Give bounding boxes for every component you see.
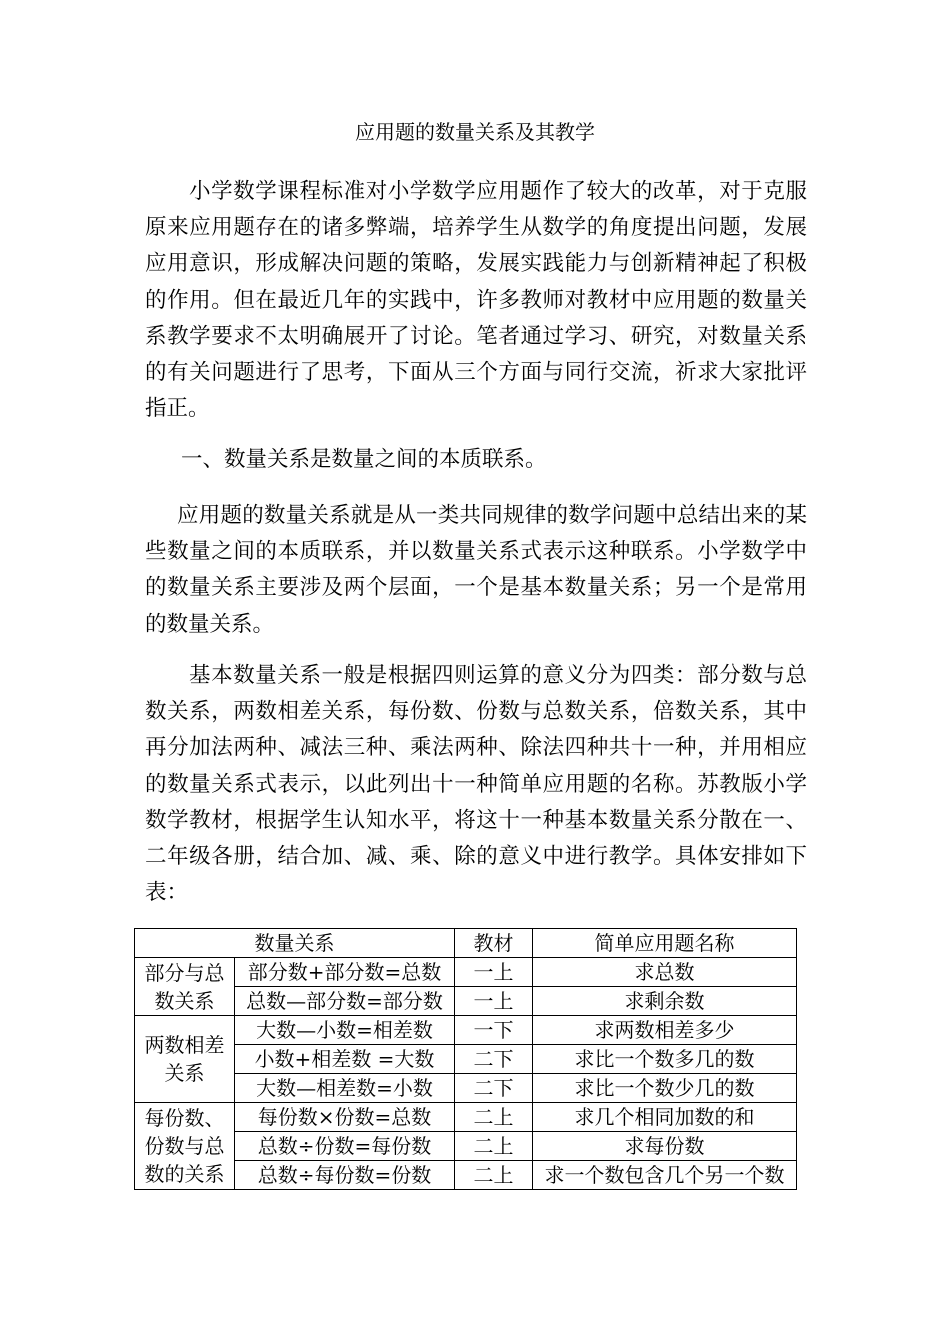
table-row [135,1016,797,1045]
table-row [135,987,797,1016]
problem-name-cell: 求比一个数少几的数 [533,1074,797,1103]
table-row [135,958,797,987]
section-1-paragraph-1: 应用题的数量关系就是从一类共同规律的数学问题中总结出来的某些数量之间的本质联系，并以数量关系式表示这种联系。小学数学中的数量关系主要涉及两个层面，一个是基本数量关系；另一个是常用的数量关系。 [145,503,807,637]
relation-table [134,928,797,1190]
formula-cell: 大数—小数=相差数 [235,1016,455,1045]
problem-name-cell: 求两数相差多少 [533,1016,797,1045]
textbook-cell: 二上 [455,1132,533,1161]
header-textbook: 教材 [455,929,533,958]
document-title: 应用题的数量关系及其教学 [355,120,595,144]
textbook-cell: 二上 [455,1161,533,1190]
textbook-cell: 一上 [455,987,533,1016]
table-row [135,1132,797,1161]
table-row [135,1103,797,1132]
category-cell: 部分与总数关系 [135,958,235,1016]
textbook-cell: 一下 [455,1016,533,1045]
category-cell: 两数相差关系 [135,1016,235,1103]
formula-cell: 大数—相差数=小数 [235,1074,455,1103]
intro-paragraph: 小学数学课程标准对小学数学应用题作了较大的改革，对于克服原来应用题存在的诸多弊端，培养学生从数学的角度提出问题，发展应用意识，形成解决问题的策略，发展实践能力与创新精神起了积极的作用。但在最近几年的实践中，许多教师对教材中应用题的数量关系教学要求不太明确展开了讨论。笔者通过学习、研究，对数量关系的有关问题进行了思考，下面从三个方面与同行交流，祈求大家批评指正。 [145,179,807,422]
table-row [135,1161,797,1190]
formula-cell: 总数—部分数=部分数 [235,987,455,1016]
problem-name-cell: 求几个相同加数的和 [533,1103,797,1132]
header-relation: 数量关系 [135,929,455,958]
textbook-cell: 二上 [455,1103,533,1132]
section-heading-1: 一、数量关系是数量之间的本质联系。 [181,447,547,472]
table-row [135,1045,797,1074]
textbook-cell: 一上 [455,958,533,987]
category-cell: 每份数、份数与总数的关系 [135,1103,235,1190]
header-problem-name: 简单应用题名称 [533,929,797,958]
problem-name-cell: 求每份数 [533,1132,797,1161]
formula-cell: 部分数+部分数=总数 [235,958,455,987]
textbook-cell: 二下 [455,1074,533,1103]
textbook-cell: 二下 [455,1045,533,1074]
formula-cell: 小数+相差数 =大数 [235,1045,455,1074]
table-header-row [135,929,797,958]
formula-cell: 总数÷份数=每份数 [235,1132,455,1161]
formula-cell: 每份数×份数=总数 [235,1103,455,1132]
problem-name-cell: 求一个数包含几个另一个数 [533,1161,797,1190]
problem-name-cell: 求总数 [533,958,797,987]
section-1-paragraph-2: 基本数量关系一般是根据四则运算的意义分为四类：部分数与总数关系，两数相差关系，每份数、份数与总数关系，倍数关系，其中再分加法两种、减法三种、乘法两种、除法四种共十一种，并用相应的数量关系式表示，以此列出十一种简单应用题的名称。苏教版小学数学教材，根据学生认知水平，将这十一种基本数量关系分散在一、二年级各册，结合加、减、乘、除的意义中进行教学。具体安排如下表： [145,663,807,906]
formula-cell: 总数÷每份数=份数 [235,1161,455,1190]
problem-name-cell: 求比一个数多几的数 [533,1045,797,1074]
table-row [135,1074,797,1103]
problem-name-cell: 求剩余数 [533,987,797,1016]
